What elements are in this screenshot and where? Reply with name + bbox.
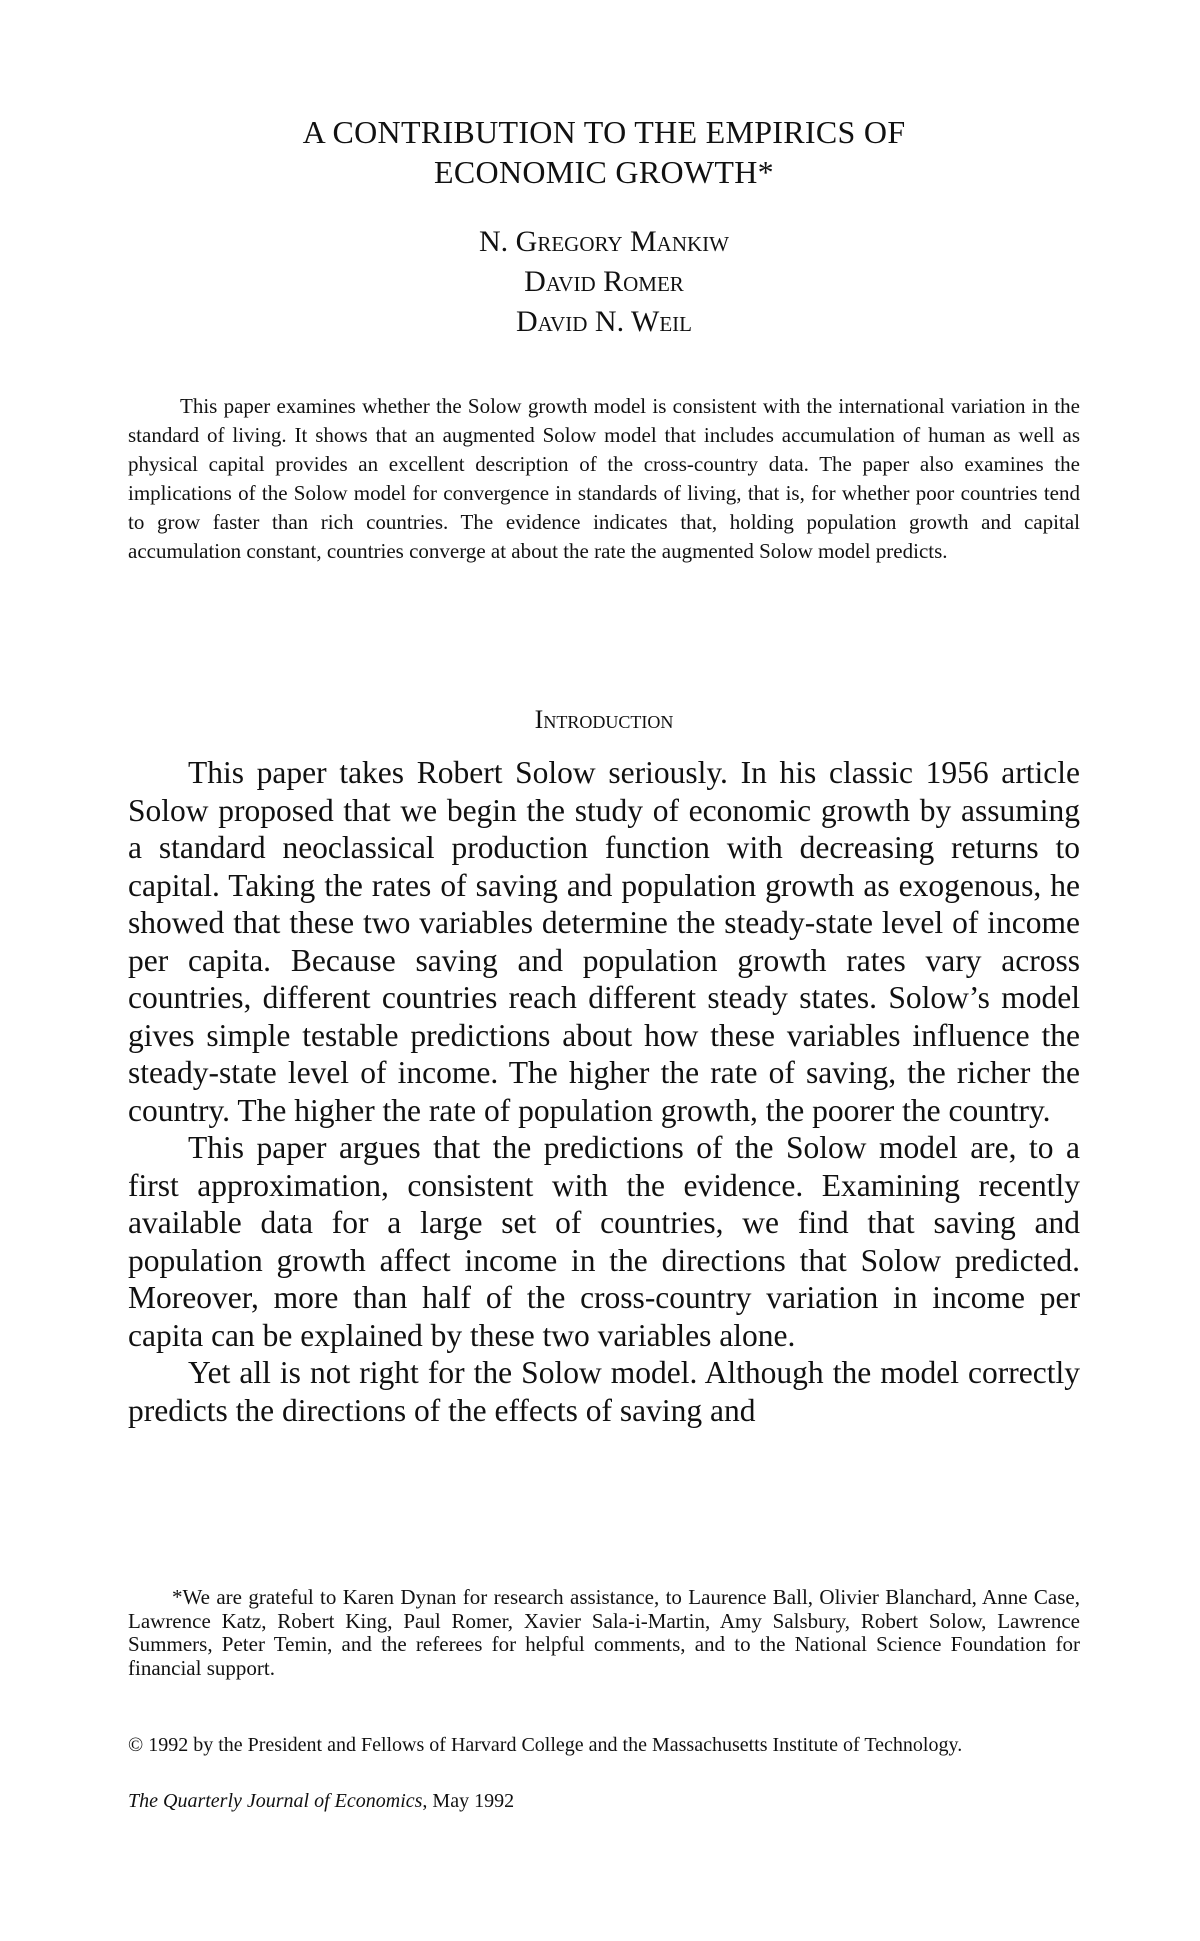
- author-name: David N. Weil: [515, 305, 693, 338]
- body-paragraph: Yet all is not right for the Solow model. Although the model correctly predicts the directions of the effects of saving and: [128, 1355, 1080, 1428]
- body-paragraph: This paper takes Robert Solow seriously. In his classic 1956 article Solow proposed that we begin the study of economic growth by assuming a standard neoclassical production function with decreasing returns to capital. Taking the rates of saving and population growth as exogenous, he showed that these two variables determine the steady-state level of income per capita. Because saving and population growth rates vary across countries, different countries reach different steady states. Solow’s model gives simple testable predictions about how these variables influence the steady-state level of income. The higher the rate of saving, the richer the country. The higher the rate of population growth, the poorer the country.: [128, 755, 1080, 1128]
- author-list: [128, 222, 1080, 342]
- title-line-2: ECONOMIC GROWTH*: [434, 154, 774, 190]
- acknowledgment-footnote: *We are grateful to Karen Dynan for research assistance, to Laurence Ball, Olivier Blanchard, Anne Case, Lawrence Katz, Robert King, Paul Romer, Xavier Sala-i-Martin, Amy Salsbury, Robert Solow, Lawrence Summers, Peter Temin, and the referees for helpful comments, and to the National Science Foundation for financial support.: [128, 1585, 1080, 1680]
- section-heading: Introduction: [534, 705, 674, 734]
- copyright-notice: © 1992 by the President and Fellows of Harvard College and the Massachusetts Institute of Technology.: [128, 1734, 963, 1756]
- journal-date: , May 1992: [422, 1790, 515, 1812]
- journal-name: The Quarterly Journal of Economics: [128, 1790, 423, 1812]
- body-paragraph: This paper argues that the predictions of the Solow model are, to a first approximation, consistent with the evidence. Examining recently available data for a large set of countries, we find that saving and population growth affect income in the directions that Solow predicted. Moreover, more than half of the cross-country variation in income per capita can be explained by these two variables alone.: [128, 1130, 1080, 1353]
- title-line-1: A CONTRIBUTION TO THE EMPIRICS OF: [302, 114, 906, 150]
- author-name: N. Gregory Mankiw: [479, 225, 729, 258]
- abstract: This paper examines whether the Solow growth model is consistent with the international variation in the standard of living. It shows that an augmented Solow model that includes accumulation of human as well as physical capital provides an excellent description of the cross-country data. The paper also examines the implications of the Solow model for convergence in standards of living, that is, for whether poor countries tend to grow faster than rich countries. The evidence indicates that, holding population growth and capital accumulation constant, countries converge at about the rate the augmented Solow model predicts.: [128, 394, 1080, 563]
- body-text: [128, 754, 1080, 1429]
- author-name: David Romer: [524, 265, 684, 298]
- paper-page: [128, 0, 1080, 1941]
- journal-citation: [128, 1788, 1080, 1814]
- paper-title: [128, 112, 1080, 192]
